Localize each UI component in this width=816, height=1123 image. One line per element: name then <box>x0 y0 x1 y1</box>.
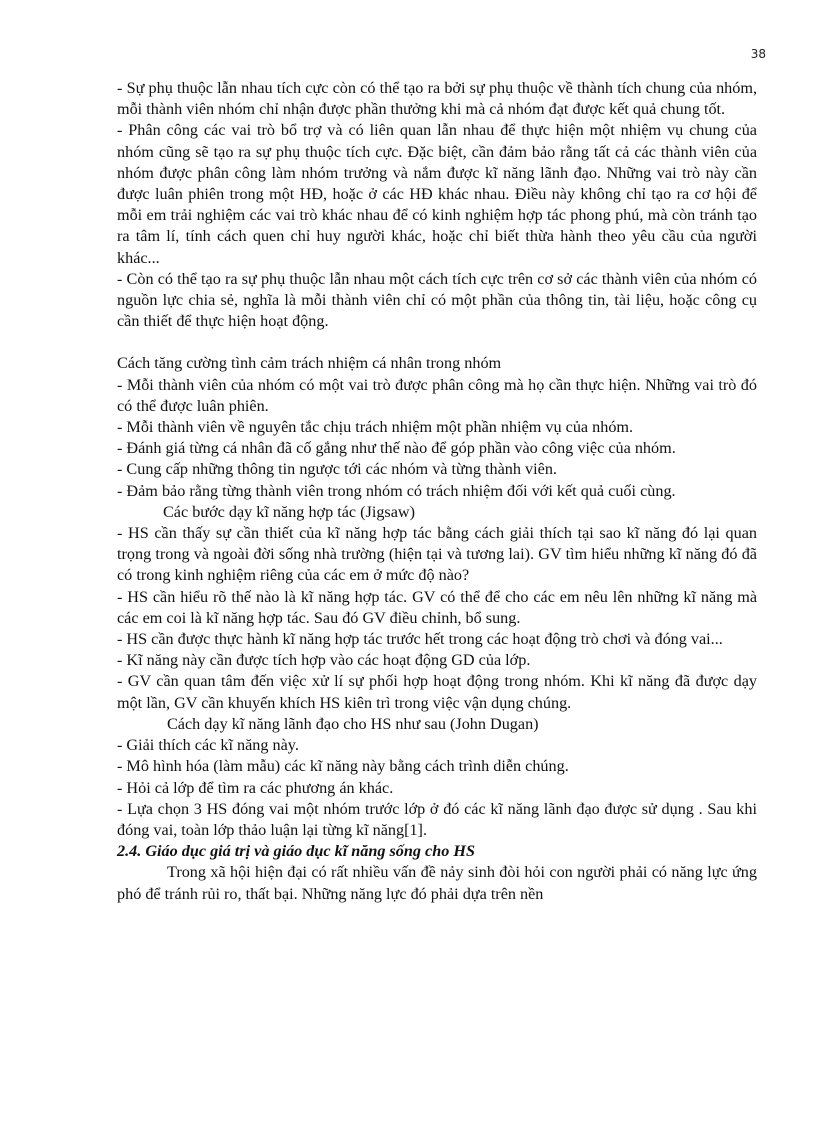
paragraph: - HS cần được thực hành kĩ năng hợp tác trước hết trong các hoạt động trò chơi và đóng vai... <box>117 630 723 649</box>
paragraph: - Mô hình hóa (làm mẫu) các kĩ năng này bằng cách trình diễn chúng. <box>117 757 569 776</box>
section-heading: 2.4. Giáo dục giá trị và giáo dục kĩ năng sống cho HS <box>117 842 475 861</box>
paragraph: - Phân công các vai trò bổ trợ và có liên quan lẫn nhau để thực hiện một nhiệm vụ chung của nhóm cũng sẽ tạo ra sự phụ thuộc tích cực. Đặc biệt, cần đảm bảo rằng tất cả các thành viên của nhóm được phân công làm nhóm trưởng và nắm được kĩ năng lãnh đạo. Những vai trò này cần được luân phiên trong một HĐ, hoặc ở các HĐ khác nhau. Điều này không chỉ tạo ra cơ hội để mỗi em trải nghiệm các vai trò khác nhau để có kinh nghiệm hợp tác phong phú, mà còn tránh tạo ra tâm lí, tính cách quen chỉ huy người khác, hoặc chỉ biết thừa hành theo yêu cầu của người khác... <box>117 121 757 267</box>
paragraph: - Lựa chọn 3 HS đóng vai một nhóm trước lớp ở đó các kĩ năng lãnh đạo được sử dụng . Sau khi đóng vai, toàn lớp thảo luận lại từng kĩ năng[1]. <box>117 799 757 839</box>
paragraph: - Kĩ năng này cần được tích hợp vào các hoạt động GD của lớp. <box>117 651 531 670</box>
paragraph: - Hỏi cả lớp để tìm ra các phương án khác. <box>117 778 394 797</box>
page-number: 38 <box>750 47 766 61</box>
section-title: Các bước dạy kĩ năng hợp tác (Jigsaw) <box>163 502 415 521</box>
paragraph: - Sự phụ thuộc lẫn nhau tích cực còn có thể tạo ra bởi sự phụ thuộc về thành tích chung của nhóm, mỗi thành viên nhóm chỉ nhận được phần thưởng khi mà cả nhóm đạt được kết quả chung tốt. <box>117 79 757 119</box>
section-title: Cách tăng cường tình cảm trách nhiệm cá nhân trong nhóm <box>117 354 502 373</box>
blank-line <box>117 332 757 353</box>
paragraph: - Mỗi thành viên về nguyên tắc chịu trách nhiệm một phần nhiệm vụ của nhóm. <box>117 418 634 437</box>
paragraph: - Đảm bảo rằng từng thành viên trong nhóm có trách nhiệm đối với kết quả cuối cùng. <box>117 481 676 500</box>
document-body <box>117 78 757 905</box>
paragraph: - GV cần quan tâm đến việc xử lí sự phối hợp hoạt động trong nhóm. Khi kĩ năng đã được dạy một lần, GV cần khuyến khích HS kiên trì trong việc vận dụng chúng. <box>117 672 757 712</box>
paragraph: - Còn có thể tạo ra sự phụ thuộc lẫn nhau một cách tích cực trên cơ sở các thành viên của nhóm có nguồn lực chia sẻ, nghĩa là mỗi thành viên chỉ có một phần của thông tin, tài liệu, hoặc công cụ cần thiết để thực hiện hoạt động. <box>117 269 757 331</box>
paragraph: - Mỗi thành viên của nhóm có một vai trò được phân công mà họ cần thực hiện. Những vai trò đó có thể được luân phiên. <box>117 375 757 415</box>
paragraph: - Đánh giá từng cá nhân đã cố gắng như thế nào để góp phần vào công việc của nhóm. <box>117 439 676 458</box>
paragraph: - Cung cấp những thông tin ngược tới các nhóm và từng thành viên. <box>117 460 557 479</box>
paragraph: Trong xã hội hiện đại có rất nhiều vấn đề nảy sinh đòi hỏi con người phải có năng lực ứng phó để tránh rủi ro, thất bại. Những năng lực đó phải dựa trên nền <box>117 863 757 903</box>
section-title: Cách dạy kĩ năng lãnh đạo cho HS như sau (John Dugan) <box>167 714 539 733</box>
paragraph: - Giải thích các kĩ năng này. <box>117 736 299 755</box>
paragraph: - HS cần thấy sự cần thiết của kĩ năng hợp tác bằng cách giải thích tại sao kĩ năng đó lại quan trọng trong và ngoài đời sống nhà trường (hiện tại và tương lai). GV tìm hiểu những kĩ năng đó đã có trong kinh nghiệm riêng của các em ở mức độ nào? <box>117 524 757 585</box>
paragraph: - HS cần hiểu rõ thế nào là kĩ năng hợp tác. GV có thể để cho các em nêu lên những kĩ năng mà các em coi là kĩ năng hợp tác. Sau đó GV điều chỉnh, bổ sung. <box>117 587 757 627</box>
